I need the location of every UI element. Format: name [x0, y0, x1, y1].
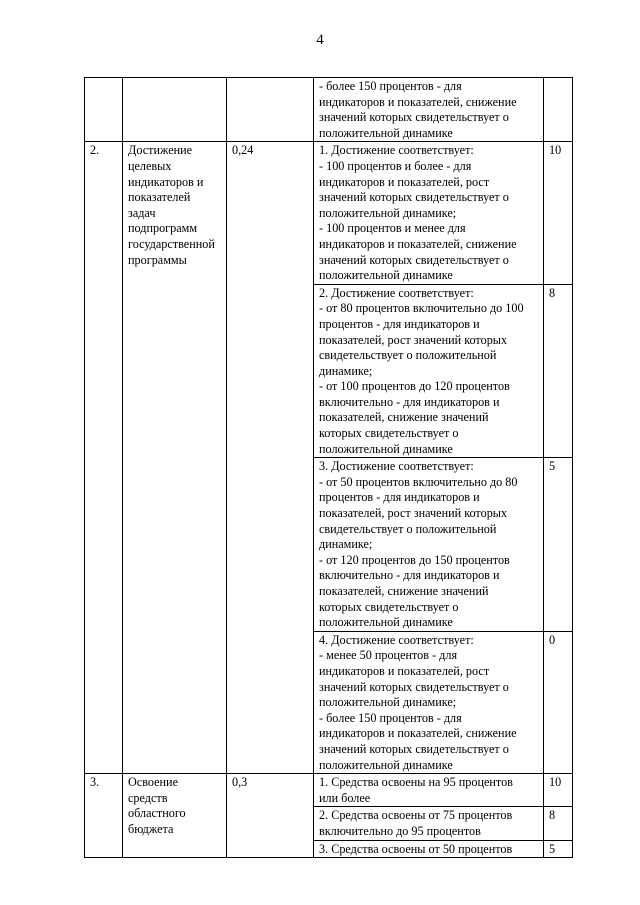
condition-line: положительной динамике; — [319, 695, 457, 710]
condition-line: показателей, рост значений которых — [319, 506, 508, 521]
condition-line: значений которых свидетельствует о — [319, 190, 509, 205]
condition-line: 1. Средства освоены на 95 процентов — [319, 775, 513, 790]
criterion-name-line: государственной — [128, 236, 215, 251]
condition-line: включительно до 95 процентов — [319, 823, 481, 838]
condition-line: которых свидетельствует о — [319, 426, 459, 441]
criterion-name-line: Освоение — [128, 775, 178, 790]
condition-line: индикаторов и показателей, снижение — [319, 726, 517, 741]
weight-cell: 0,24 — [227, 142, 314, 774]
condition-line: свидетельствует о положительной — [319, 521, 497, 536]
condition-line: - менее 50 процентов - для — [319, 648, 458, 663]
criterion-name-line: средств — [128, 790, 168, 805]
table-row — [85, 142, 573, 284]
condition-line: индикаторов и показателей, рост — [319, 663, 490, 678]
criterion-name-line: программы — [128, 252, 187, 267]
score-cell: 10 — [544, 774, 573, 807]
condition-line: положительной динамике — [319, 441, 453, 456]
condition-cell — [314, 807, 544, 840]
condition-line: 4. Достижение соответствует: — [319, 632, 474, 647]
condition-line: 2. Средства освоены от 75 процентов — [319, 808, 513, 823]
condition-line: 2. Достижение соответствует: — [319, 285, 474, 300]
criterion-name-line: областного — [128, 806, 186, 821]
condition-cell — [314, 284, 544, 458]
condition-line: показателей, снижение значений — [319, 410, 489, 425]
condition-line: положительной динамике — [319, 268, 453, 283]
condition-line: положительной динамике; — [319, 205, 457, 220]
condition-line: - 100 процентов и более - для — [319, 158, 472, 173]
criterion-name-line: целевых — [128, 158, 172, 173]
table-row — [85, 774, 573, 807]
condition-line: индикаторов и показателей, снижение — [319, 236, 517, 251]
condition-line: 1. Достижение соответствует: — [319, 143, 474, 158]
condition-line: динамике; — [319, 363, 373, 378]
condition-line: показателей, рост значений которых — [319, 332, 508, 347]
criterion-name-line: задач — [128, 205, 156, 220]
score-cell: 8 — [544, 284, 573, 458]
condition-line: - более 150 процентов - для — [319, 710, 462, 725]
condition-line: процентов - для индикаторов и — [319, 316, 480, 331]
criterion-name-cell — [123, 78, 227, 142]
condition-line: процентов - для индикаторов и — [319, 490, 480, 505]
condition-line: или более — [319, 790, 371, 805]
condition-cell — [314, 774, 544, 807]
condition-line: значений которых свидетельствует о — [319, 741, 509, 756]
condition-line: - от 80 процентов включительно до 100 — [319, 301, 524, 316]
weight-cell — [227, 78, 314, 142]
condition-cell — [314, 78, 544, 142]
score-cell: 5 — [544, 840, 573, 858]
score-cell: 8 — [544, 807, 573, 840]
page-number: 4 — [316, 32, 324, 48]
row-number-cell — [85, 78, 123, 142]
condition-line: положительной динамике — [319, 125, 453, 140]
condition-line: которых свидетельствует о — [319, 599, 459, 614]
condition-line: динамике; — [319, 537, 373, 552]
row-number-cell: 3. — [85, 774, 123, 858]
condition-line: 3. Средства освоены от 50 процентов — [319, 841, 513, 856]
condition-line: включительно - для индикаторов и — [319, 394, 500, 409]
score-cell — [544, 78, 573, 142]
condition-line: индикаторов и показателей, снижение — [319, 94, 517, 109]
criterion-name-cell — [123, 142, 227, 774]
condition-cell — [314, 631, 544, 773]
condition-line: - от 100 процентов до 120 процентов — [319, 379, 510, 394]
condition-line: 3. Достижение соответствует: — [319, 459, 474, 474]
condition-line: включительно - для индикаторов и — [319, 568, 500, 583]
condition-cell — [314, 840, 544, 858]
criterion-name-line: подпрограмм — [128, 221, 198, 236]
criterion-name-line: Достижение — [128, 143, 193, 158]
condition-line: индикаторов и показателей, рост — [319, 174, 490, 189]
criterion-name-cell — [123, 774, 227, 858]
score-cell: 10 — [544, 142, 573, 284]
score-cell: 0 — [544, 631, 573, 773]
criteria-table — [84, 77, 573, 858]
weight-cell: 0,3 — [227, 774, 314, 858]
condition-line: значений которых свидетельствует о — [319, 679, 509, 694]
condition-line: положительной динамике — [319, 615, 453, 630]
condition-cell — [314, 142, 544, 284]
condition-line: свидетельствует о положительной — [319, 348, 497, 363]
condition-line: - от 50 процентов включительно до 80 — [319, 474, 518, 489]
score-cell: 5 — [544, 458, 573, 632]
condition-line: показателей, снижение значений — [319, 584, 489, 598]
row-number-cell: 2. — [85, 142, 123, 774]
condition-line: положительной динамике — [319, 757, 453, 772]
condition-cell — [314, 458, 544, 632]
criterion-name-line: показателей — [128, 190, 191, 205]
condition-line: - 100 процентов и менее для — [319, 221, 466, 236]
condition-line: значений которых свидетельствует о — [319, 110, 509, 125]
condition-line: значений которых свидетельствует о — [319, 252, 509, 267]
criterion-name-line: бюджета — [128, 821, 174, 836]
condition-line: - более 150 процентов - для — [319, 79, 462, 93]
criterion-name-line: индикаторов и — [128, 174, 204, 189]
table-row — [85, 78, 573, 142]
condition-line: - от 120 процентов до 150 процентов — [319, 552, 510, 567]
